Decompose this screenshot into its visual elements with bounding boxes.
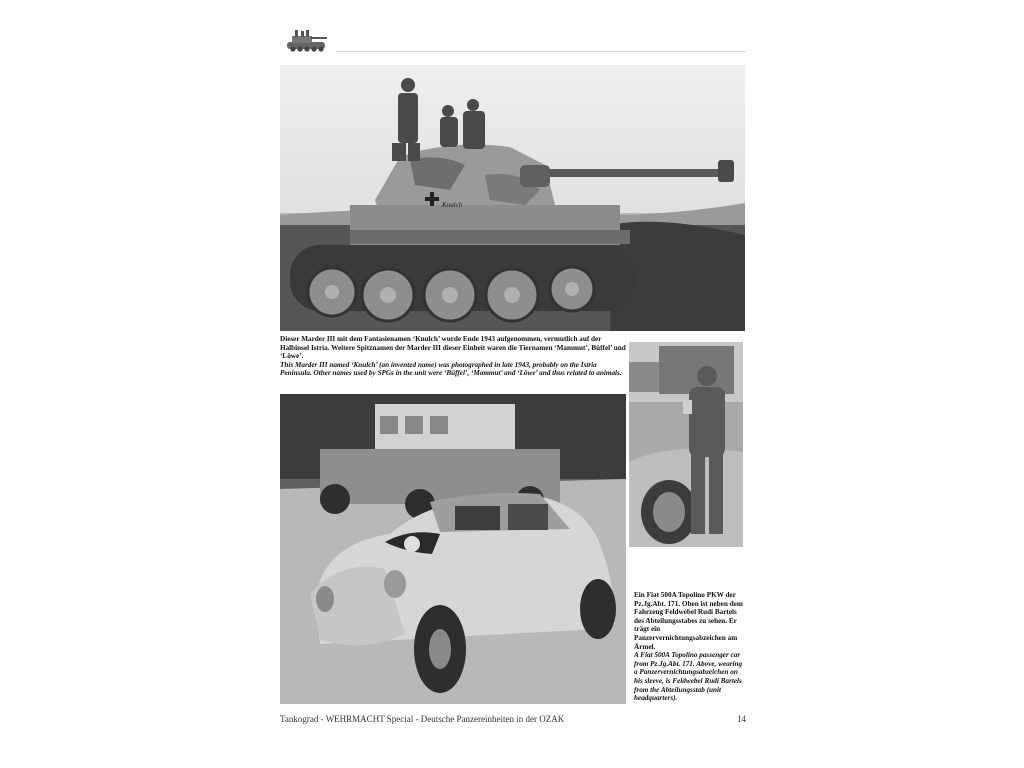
marder-caption-german: Dieser Marder III mit dem Fantasienamen ‘Knulch’ wurde Ende 1943 aufgenommen, vermutlich auf der Halbinsel Istria. Weitere Spitznamen der Marder III dieser Einheit waren die Tiernamen ‘Mammut’, Büffel’ und ‘Löwe’.	[280, 335, 626, 361]
marder-caption-english: This Marder III named ‘Knulch’ (an invented name) was photographed in late 1943, probably on the Istria Peninsula. Other names used by SPGs in the unit were ‘Büffel’, ‘Mammut’ and ‘Löwe’ and thus related to animals.	[280, 360, 622, 378]
soldier-portrait-photo	[629, 342, 743, 547]
fiat-caption-english: A Fiat 500A Topolino passenger car from Pz.Jg.Abt. 171. Above, wearing a Panzervernichtungsabzeichen on his sleeve, is Feldwebel Rudi Bartels from the Abteilungsstab (unit headquarters).	[634, 651, 743, 703]
header-rule	[336, 51, 746, 52]
fiat-caption	[634, 591, 746, 703]
fiat-caption-german: Ein Fiat 500A Topolino PKW der Pz.Jg.Abt. 171. Oben ist neben dem Fahrzeug Feldwebel Rudi Bartels des Abteilungsstabes zu sehen. Er trägt ein Panzervernichtungsabzeichen am Ärmel.	[634, 591, 743, 651]
marder-iii-photo	[280, 65, 745, 331]
footer-title: Tankograd - WEHRMACHT Special - Deutsche Panzereinheiten in der OZAK	[280, 714, 565, 724]
fiat-topolino-photo	[280, 394, 626, 704]
tank-logo-icon	[283, 28, 331, 56]
hull-name-marking: Knulch	[442, 201, 463, 209]
page-number: 14	[737, 714, 746, 724]
marder-caption	[280, 335, 628, 378]
